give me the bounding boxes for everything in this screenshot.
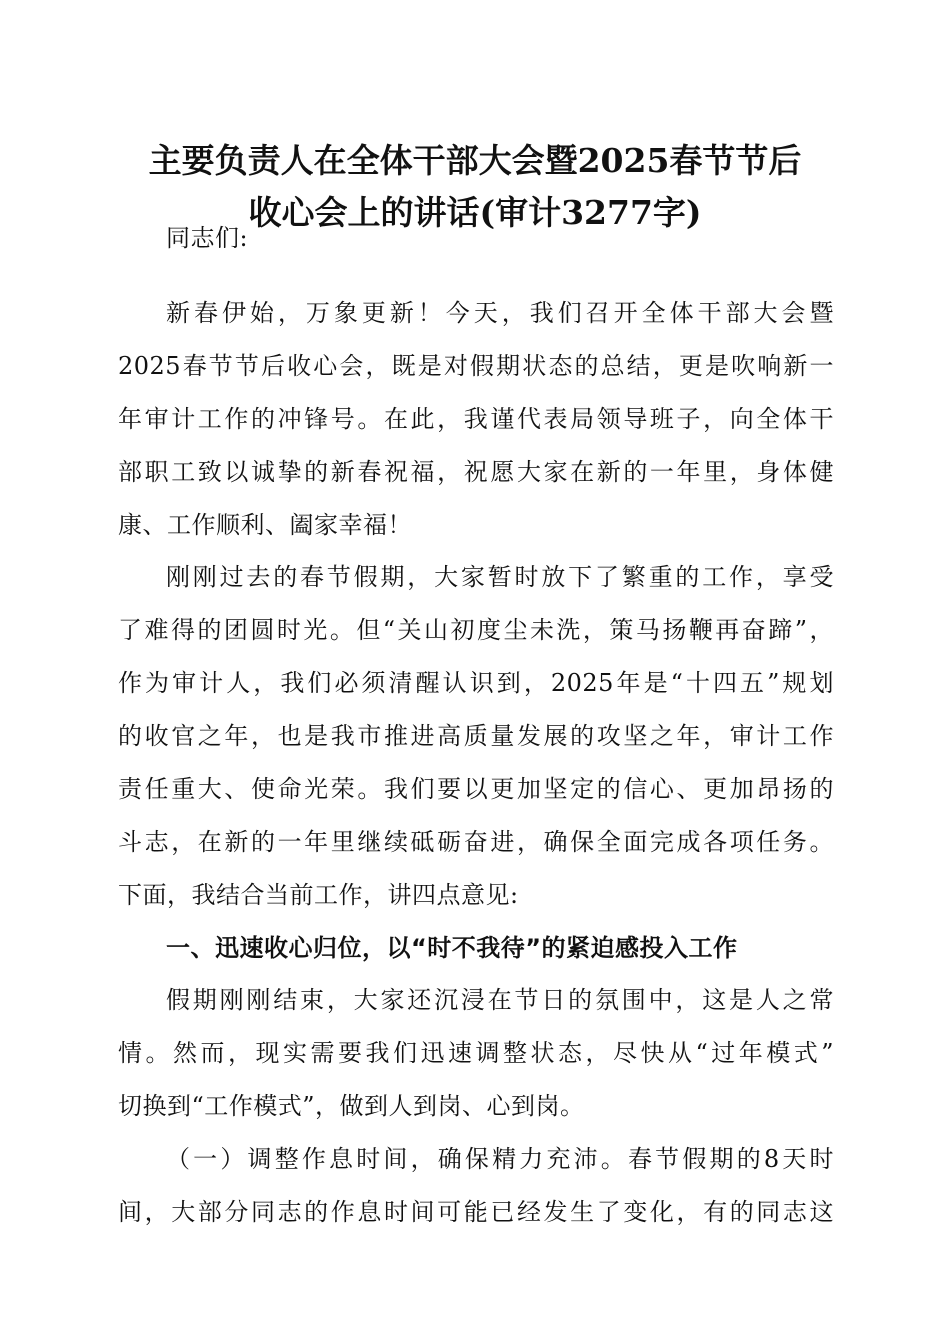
paragraph-1-line: 康、工作顺利、阖家幸福！ <box>118 511 412 539</box>
paragraph-1-line: 部职工致以诚挚的新春祝福，祝愿大家在新的一年里，身体健 <box>118 458 834 486</box>
paragraph-1-line: 年审计工作的冲锋号。在此，我谨代表局领导班子，向全体干 <box>118 405 834 433</box>
paragraph-2-line: 作为审计人，我们必须清醒认识到，2025年是“十四五”规划 <box>118 669 834 697</box>
document-title-line-2: 收心会上的讲话(审计3277字) <box>248 193 702 232</box>
paragraph-3-line: 假期刚刚结束，大家还沉浸在节日的氛围中，这是人之常 <box>166 986 834 1014</box>
paragraph-1-line: 新春伊始，万象更新！今天，我们召开全体干部大会暨 <box>166 299 834 327</box>
paragraph-4-line: 间，大部分同志的作息时间可能已经发生了变化，有的同志这 <box>118 1198 834 1226</box>
paragraph-4-line: （一）调整作息时间，确保精力充沛。春节假期的8天时 <box>166 1145 834 1173</box>
paragraph-3-line: 切换到“工作模式”，做到人到岗、心到岗。 <box>118 1092 585 1120</box>
paragraph-2-line: 了难得的团圆时光。但“关山初度尘未洗，策马扬鞭再奋蹄”， <box>118 616 834 644</box>
section-heading-1: 一、迅速收心归位，以“时不我待”的紧迫感投入工作 <box>166 934 738 962</box>
paragraph-2-line: 责任重大、使命光荣。我们要以更加坚定的信心、更加昂扬的 <box>118 775 834 803</box>
paragraph-2-line: 下面，我结合当前工作，讲四点意见: <box>118 881 519 909</box>
paragraph-1-line: 2025春节节后收心会，既是对假期状态的总结，更是吹响新一 <box>118 352 834 380</box>
paragraph-2-line: 斗志，在新的一年里继续砥砺奋进，确保全面完成各项任务。 <box>118 828 834 856</box>
paragraph-2-line: 的收官之年，也是我市推进高质量发展的攻坚之年，审计工作 <box>118 722 834 750</box>
paragraph-3-line: 情。然而，现实需要我们迅速调整状态，尽快从“过年模式” <box>118 1039 834 1067</box>
document-title-line-1: 主要负责人在全体干部大会暨2025春节节后 <box>148 141 802 180</box>
paragraph-2-line: 刚刚过去的春节假期，大家暂时放下了繁重的工作，享受 <box>166 563 834 591</box>
salutation: 同志们: <box>166 224 249 252</box>
